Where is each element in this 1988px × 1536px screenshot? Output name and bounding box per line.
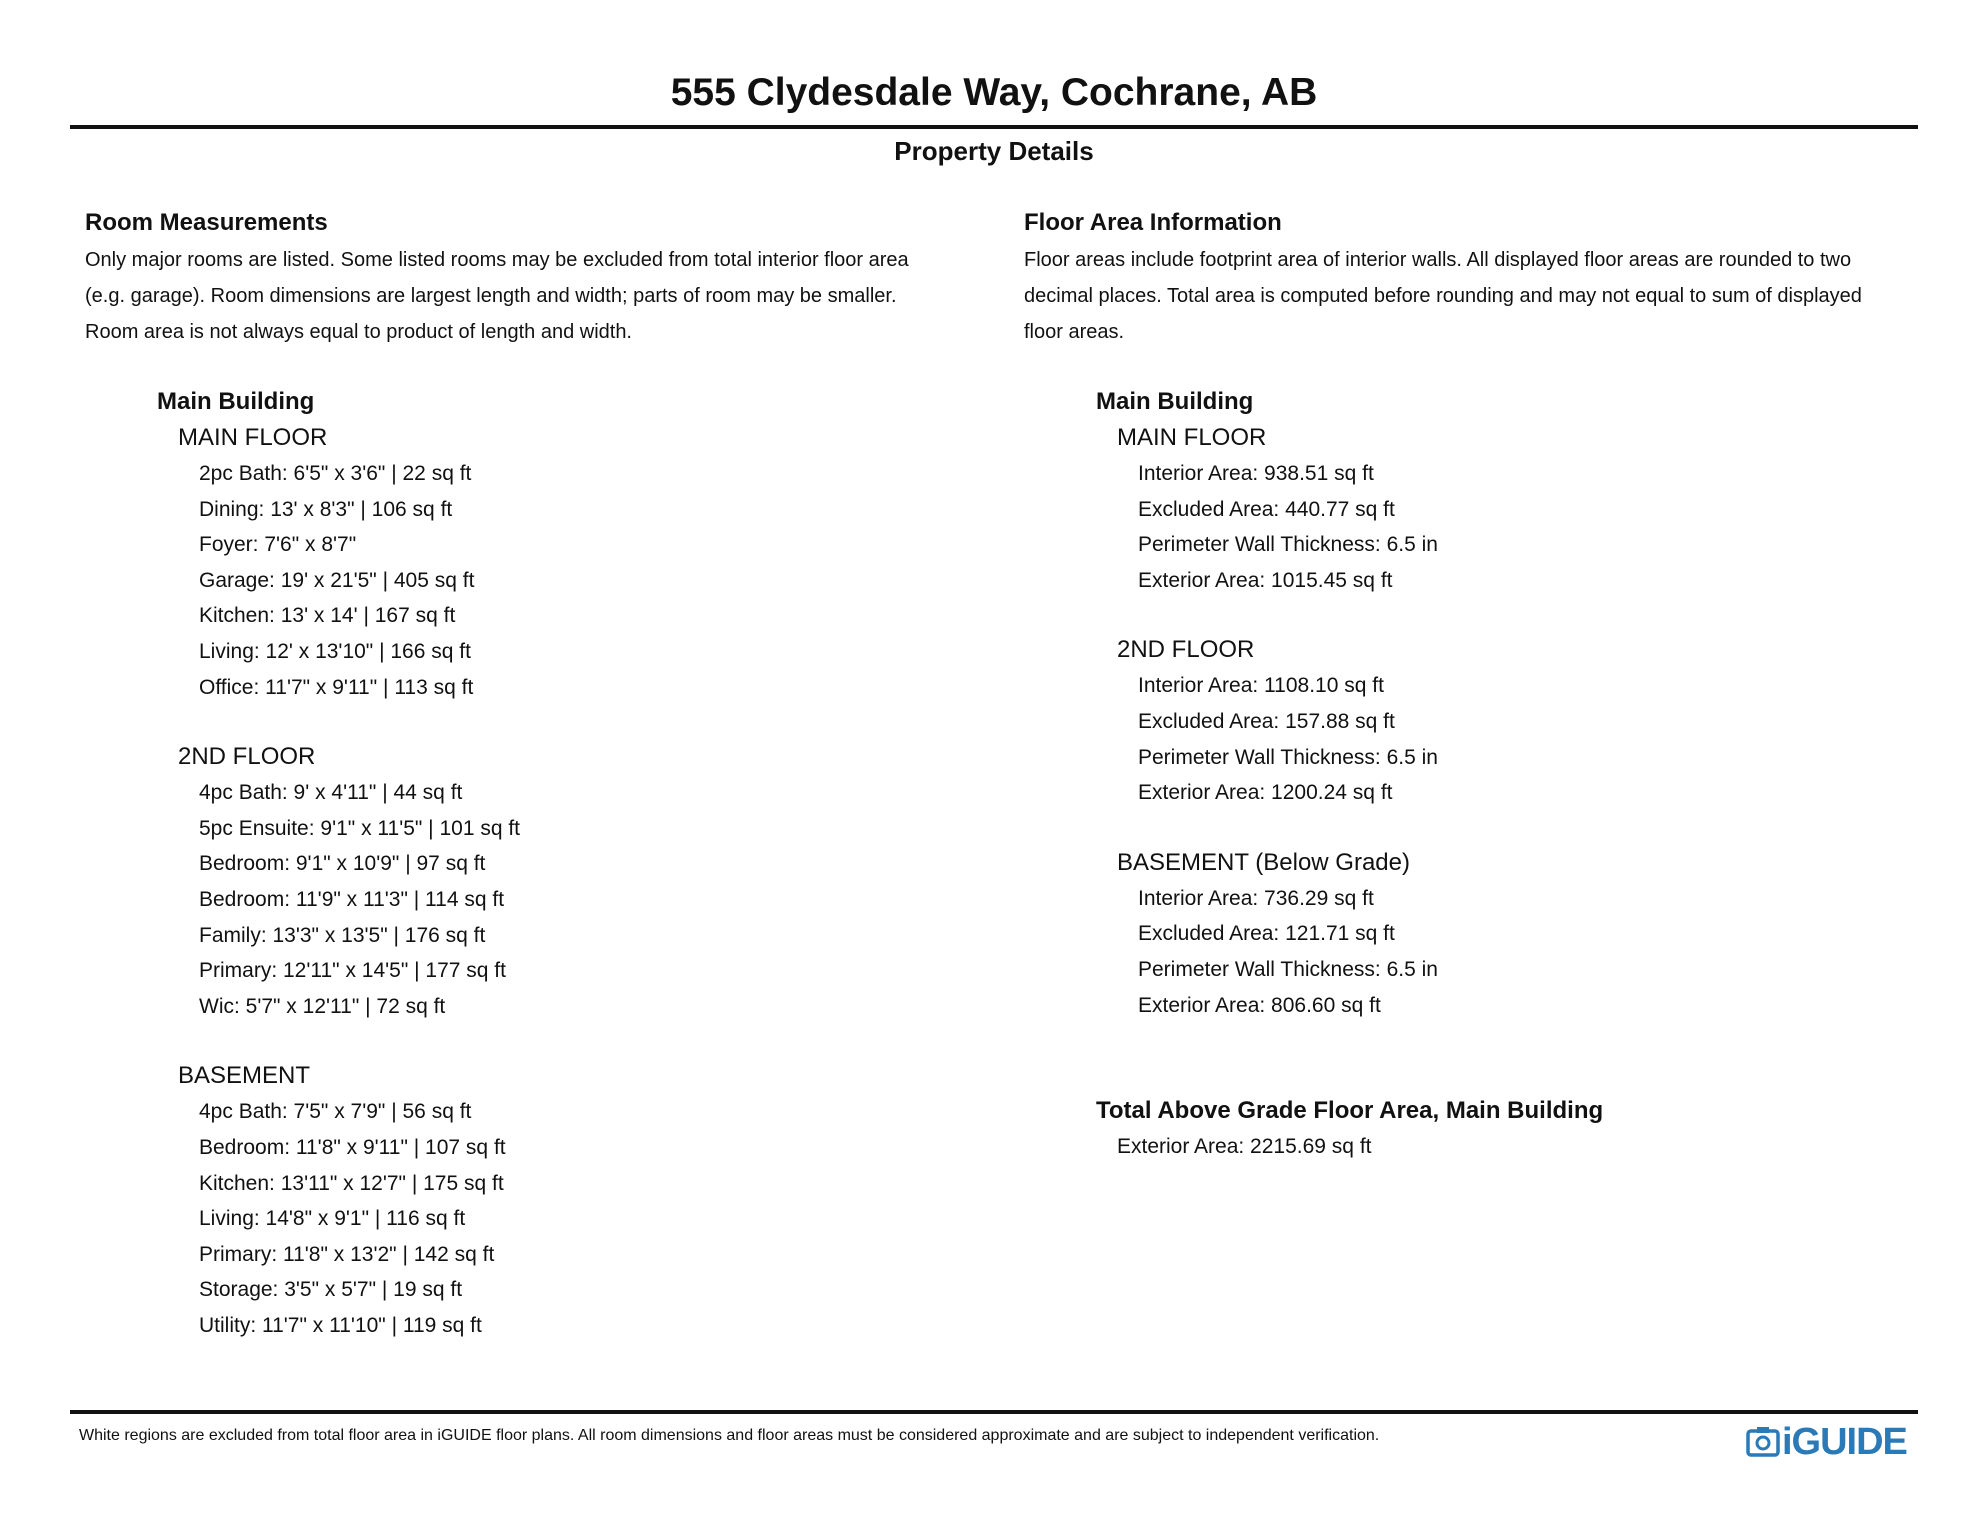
description-line: (e.g. garage). Room dimensions are largest length and width; parts of room may be smaller.: [85, 285, 897, 307]
floor-name-main: MAIN FLOOR: [1117, 424, 1267, 451]
floor-area-heading: Floor Area Information: [1024, 209, 1282, 236]
description-line: floor areas.: [1024, 321, 1125, 343]
floor-name-2nd: 2ND FLOOR: [1117, 636, 1255, 664]
room-item: Bedroom: 9'1" x 10'9" | 97 sq ft: [199, 852, 486, 876]
room-item: Dining: 13' x 8'3" | 106 sq ft: [199, 497, 453, 521]
room-item: Storage: 3'5" x 5'7" | 19 sq ft: [199, 1278, 463, 1302]
description-line: Floor areas include footprint area of interior walls. All displayed floor areas are rounded to two: [1024, 249, 1852, 271]
room-measurements-heading: Room Measurements: [85, 209, 328, 236]
room-item: Living: 12' x 13'10" | 166 sq ft: [199, 639, 471, 663]
room-item: Wic: 5'7" x 12'11" | 72 sq ft: [199, 994, 446, 1018]
room-measurements-description: [85, 242, 990, 350]
room-item: Family: 13'3" x 13'5" | 176 sq ft: [199, 923, 486, 947]
page-title: 555 Clydesdale Way, Cochrane, AB: [670, 71, 1318, 114]
area-item: Perimeter Wall Thickness: 6.5 in: [1138, 533, 1438, 557]
room-item: 2pc Bath: 6'5" x 3'6" | 22 sq ft: [199, 462, 472, 485]
room-item: 4pc Bath: 7'5" x 7'9" | 56 sq ft: [199, 1100, 472, 1124]
room-item: Bedroom: 11'9" x 11'3" | 114 sq ft: [199, 887, 505, 911]
logo-text: iGUIDE: [1782, 1421, 1907, 1463]
room-item: 5pc Ensuite: 9'1" x 11'5" | 101 sq ft: [199, 816, 521, 840]
area-item: Excluded Area: 440.77 sq ft: [1138, 497, 1395, 521]
room-item: Foyer: 7'6" x 8'7": [199, 533, 357, 557]
area-item: Interior Area: 1108.10 sq ft: [1138, 674, 1384, 698]
iguide-logo: [1746, 1420, 1907, 1464]
footer-disclaimer: White regions are excluded from total floor area in iGUIDE floor plans. All room dimensions and floor areas must be considered approximate and are subject to independent verification.: [79, 1427, 1380, 1444]
description-line: Only major rooms are listed. Some listed rooms may be excluded from total interior floor area: [85, 249, 909, 271]
page-subtitle: Property Details: [894, 136, 1094, 166]
room-item: Primary: 11'8" x 13'2" | 142 sq ft: [199, 1242, 495, 1266]
floor-name-2nd: 2ND FLOOR: [178, 743, 316, 771]
room-item: Living: 14'8" x 9'1" | 116 sq ft: [199, 1207, 466, 1231]
description-line: Room area is not always equal to product of length and width.: [85, 321, 632, 343]
camera-icon: [1746, 1425, 1780, 1459]
room-item: Bedroom: 11'8" x 9'11" | 107 sq ft: [199, 1135, 506, 1159]
area-item: Excluded Area: 157.88 sq ft: [1138, 709, 1395, 733]
area-item: Perimeter Wall Thickness: 6.5 in: [1138, 957, 1438, 981]
room-item: Kitchen: 13' x 14' | 167 sq ft: [199, 604, 456, 628]
total-area-heading: Total Above Grade Floor Area, Main Building: [1096, 1097, 1604, 1125]
description-line: decimal places. Total area is computed before rounding and may not equal to sum of displayed: [1024, 285, 1862, 307]
area-item: Interior Area: 938.51 sq ft: [1138, 462, 1374, 485]
area-item: Exterior Area: 1200.24 sq ft: [1138, 781, 1393, 805]
area-item: Perimeter Wall Thickness: 6.5 in: [1138, 745, 1438, 769]
area-item: Excluded Area: 121.71 sq ft: [1138, 922, 1395, 946]
header-divider: [70, 125, 1918, 129]
floor-area-description: [1024, 242, 1924, 350]
room-item: Kitchen: 13'11" x 12'7" | 175 sq ft: [199, 1171, 504, 1195]
building-name: Main Building: [157, 388, 315, 415]
total-area-value: Exterior Area: 2215.69 sq ft: [1117, 1135, 1372, 1159]
room-item: Utility: 11'7" x 11'10" | 119 sq ft: [199, 1313, 482, 1337]
footer-divider: [70, 1410, 1918, 1414]
floor-area-section: [1024, 206, 1924, 1165]
room-item: Office: 11'7" x 9'11" | 113 sq ft: [199, 675, 474, 699]
room-measurements-section: [85, 206, 990, 1343]
room-item: Primary: 12'11" x 14'5" | 177 sq ft: [199, 959, 506, 983]
floor-name-basement: BASEMENT (Below Grade): [1117, 848, 1410, 876]
floor-name-main: MAIN FLOOR: [178, 424, 328, 451]
area-item: Exterior Area: 806.60 sq ft: [1138, 993, 1381, 1017]
room-item: Garage: 19' x 21'5" | 405 sq ft: [199, 568, 475, 592]
area-item: Interior Area: 736.29 sq ft: [1138, 886, 1374, 910]
building-name: Main Building: [1096, 388, 1254, 415]
room-item: 4pc Bath: 9' x 4'11" | 44 sq ft: [199, 781, 463, 805]
area-item: Exterior Area: 1015.45 sq ft: [1138, 568, 1393, 592]
floor-name-basement: BASEMENT: [178, 1062, 311, 1090]
